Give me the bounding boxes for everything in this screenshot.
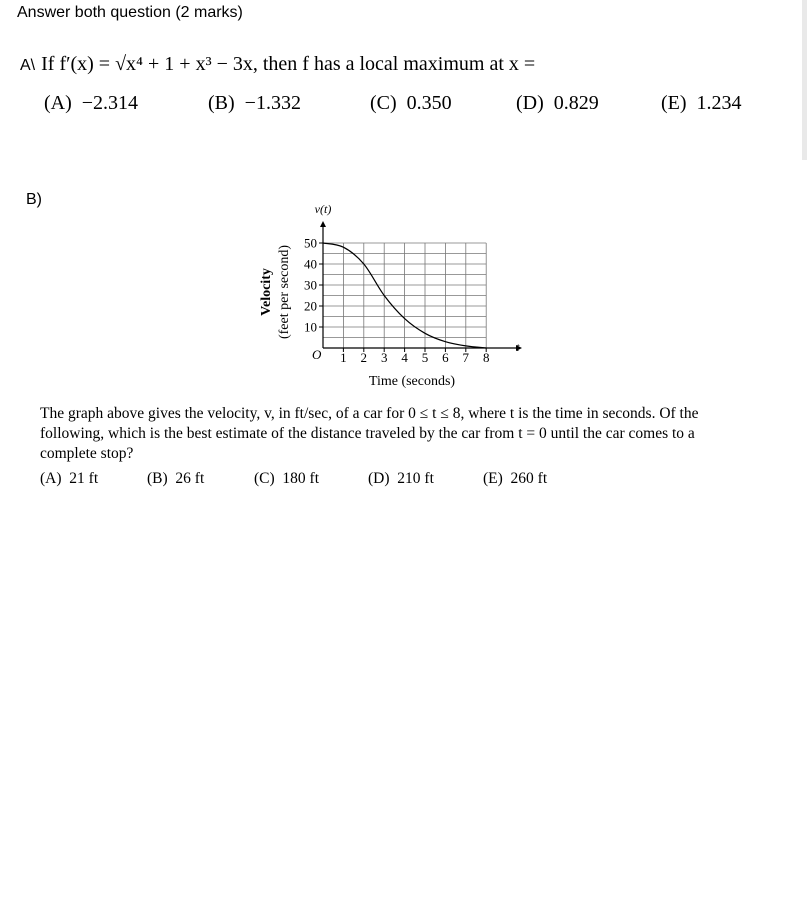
question-a-option (208, 92, 301, 115)
question-a-option (516, 92, 599, 115)
option-letter: (A) (40, 470, 62, 487)
x-axis-label: Time (seconds) (368, 374, 456, 389)
y-axis-label-line1: Velocity (259, 268, 274, 316)
x-tick-label: 2 (360, 350, 368, 365)
question-a-option (661, 92, 742, 115)
option-letter: (D) (516, 92, 544, 114)
question-b-option (254, 470, 319, 488)
question-b-text: The graph above gives the velocity, v, in ft/sec, of a car for 0 ≤ t ≤ 8, where t is the time in seconds. Of the following, which is the best estimate of the distance traveled by the car from t = 0 until the car comes to a complete stop? (40, 405, 699, 462)
question-b-label: B) (26, 191, 42, 208)
x-tick-label: 8 (482, 350, 490, 365)
option-letter: (C) (254, 470, 275, 487)
question-a (20, 53, 535, 76)
option-value: 210 ft (397, 470, 434, 487)
question-a-label: A\ (20, 57, 36, 74)
option-value: 26 ft (175, 470, 205, 487)
question-b-option (40, 470, 98, 488)
question-a-panel (0, 0, 807, 160)
x-tick-label: 7 (462, 350, 470, 365)
y-tick-label: 50 (304, 235, 317, 251)
question-b-option (368, 470, 434, 488)
option-value: 1.234 (696, 92, 742, 114)
option-letter: (B) (147, 470, 168, 487)
question-a-text: If f′(x) = √x⁴ + 1 + x³ − 3x, then f has a local maximum at x = (41, 53, 536, 75)
option-value: 260 ft (510, 470, 548, 487)
y-tick-label: 40 (304, 256, 317, 272)
option-letter: (D) (368, 470, 390, 487)
x-tick-label: 1 (340, 350, 347, 365)
x-tick-label: 6 (442, 350, 449, 365)
x-tick-label: 5 (421, 350, 429, 365)
x-tick-label: 4 (401, 350, 408, 365)
question-b-option (147, 470, 204, 488)
option-value: 180 ft (282, 470, 320, 487)
y-tick-label: 10 (304, 319, 317, 335)
axes (319, 221, 522, 352)
grid-lines (323, 243, 486, 348)
option-value: 21 ft (69, 470, 99, 487)
question-a-option (44, 92, 138, 115)
option-letter: (B) (208, 92, 235, 114)
option-letter: (C) (370, 92, 397, 114)
question-b-option (483, 470, 547, 488)
y-axis-title: v(t) (314, 202, 332, 216)
velocity-graph (250, 195, 530, 390)
origin-label: O (312, 347, 322, 362)
instruction-text: Answer both question (2 marks) (17, 4, 243, 21)
option-letter: (A) (44, 92, 72, 114)
x-tick-label: 3 (380, 350, 388, 365)
option-value: −1.332 (244, 92, 301, 114)
y-axis-label-line2: (feet per second) (277, 244, 292, 340)
option-letter: (E) (661, 92, 687, 114)
option-value: −2.314 (81, 92, 139, 114)
x-axis-title: t (516, 340, 520, 354)
option-letter: (E) (483, 470, 503, 487)
y-tick-label: 30 (304, 277, 317, 293)
option-value: 0.350 (406, 92, 452, 114)
question-a-option (370, 92, 452, 115)
option-value: 0.829 (553, 92, 599, 114)
y-tick-label: 20 (304, 298, 317, 314)
y-axis-arrow (320, 221, 326, 227)
